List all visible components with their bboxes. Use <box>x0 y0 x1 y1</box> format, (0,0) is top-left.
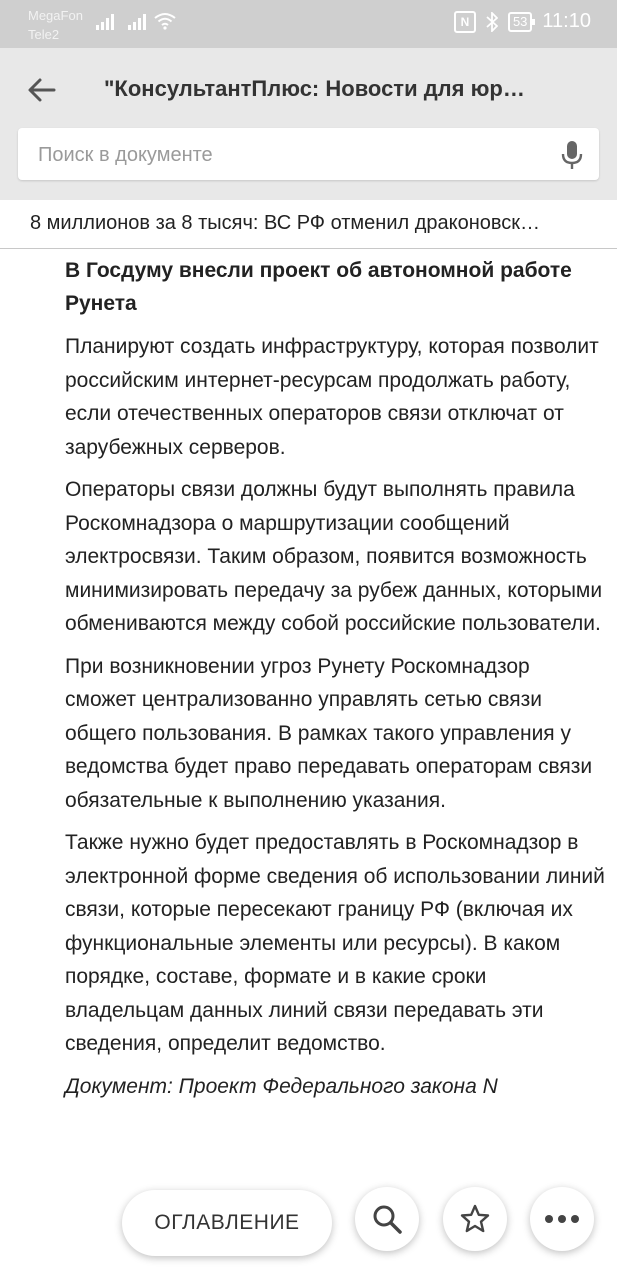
more-options-button[interactable] <box>530 1187 594 1251</box>
signal-icon <box>96 14 114 30</box>
clock: 11:10 <box>542 10 591 32</box>
app-toolbar <box>0 48 617 200</box>
bookmark-button[interactable] <box>443 1187 507 1251</box>
document-title: "КонсультантПлюс: Новости для юр… <box>104 76 525 101</box>
more-dots-icon <box>544 1214 580 1224</box>
wifi-icon <box>154 12 176 30</box>
status-bar <box>0 0 617 48</box>
back-arrow-icon[interactable] <box>24 72 60 108</box>
bluetooth-icon <box>486 12 498 32</box>
article-paragraph: Операторы связи должны будут выполнять правила Роскомнадзора о маршрутизации сообщений электросвязи. Таким образом, появится возможность минимизировать передачу за рубеж данных, которыми обмениваются между собой российские пользователи. <box>65 478 603 635</box>
bottom-action-bar <box>0 1190 617 1280</box>
search-input[interactable] <box>36 128 540 182</box>
search-button[interactable] <box>355 1187 419 1251</box>
battery-icon: 53 <box>508 12 532 32</box>
carrier-2: Tele2 <box>28 27 60 42</box>
article-paragraph: Также нужно будет предоставлять в Роскомнадзор в электронной форме сведения об использовании линий связи, которые пересекают границу РФ (включая их функциональные элементы или ресурсы). В каком порядке, составе, формате и в какие сроки владельцам данных линий связи передавать эти сведения, определит ведомство. <box>65 831 605 1055</box>
signal-icon <box>128 14 146 30</box>
search-icon <box>371 1203 403 1235</box>
carrier-1: MegaFon <box>28 8 83 23</box>
article-paragraph: При возникновении угроз Рунету Роскомнадзор сможет централизованно управлять сетью связи общего пользования. В рамках такого управления у ведомства будет право передавать операторам связи обязательные к выполнению указания. <box>65 654 593 812</box>
microphone-icon[interactable] <box>561 140 583 170</box>
table-of-contents-button[interactable]: ОГЛАВЛЕНИЕ <box>122 1190 332 1256</box>
article-content <box>65 254 605 1112</box>
nfc-icon: N <box>454 11 476 33</box>
star-outline-icon <box>459 1203 491 1235</box>
section-header[interactable] <box>0 200 617 249</box>
section-title: 8 миллионов за 8 тысяч: ВС РФ отменил драконовск… <box>30 212 541 234</box>
article-heading: В Госдуму внесли проект об автономной работе Рунета <box>65 259 572 315</box>
carrier-info <box>28 6 83 44</box>
search-box <box>18 128 599 180</box>
article-paragraph: Планируют создать инфраструктуру, которая позволит российским интернет-ресурсам продолжать работу, если отечественных операторов связи отключат от зарубежных серверов. <box>65 335 599 459</box>
document-reference[interactable]: Документ: Проект Федерального закона N <box>65 1074 498 1098</box>
